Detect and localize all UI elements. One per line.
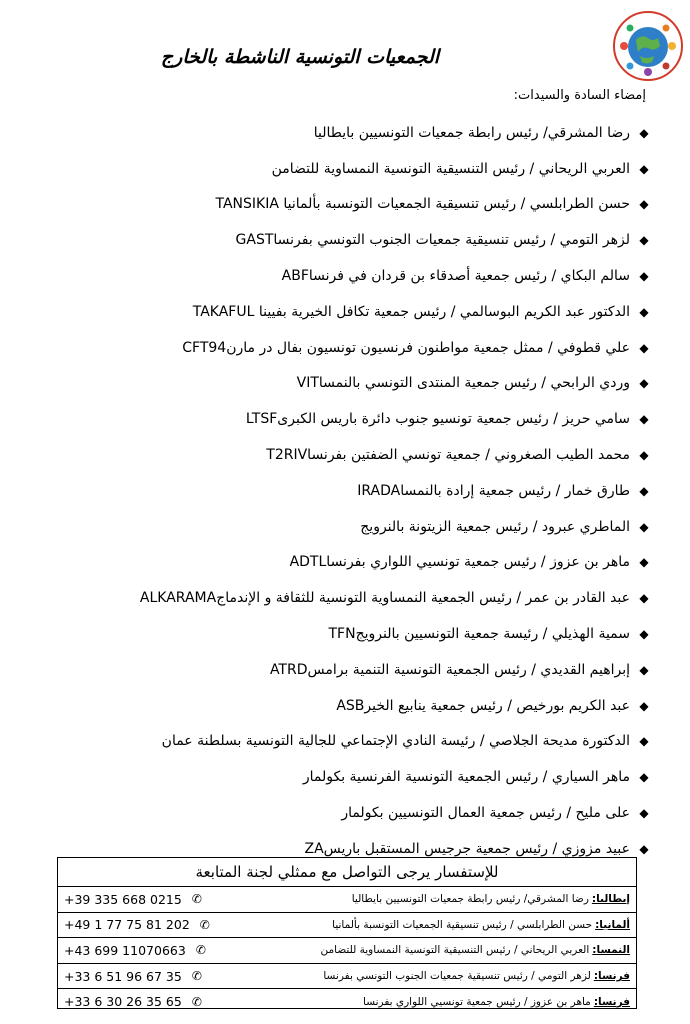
diamond-bullet-icon: ◆ — [639, 519, 649, 534]
list-item — [32, 545, 652, 581]
contact-heading: للإستفسار يرجى التواصل مع ممثلي لجنة المتابعة — [58, 858, 636, 887]
contact-country: ألمانيا: — [595, 918, 630, 931]
contact-phone: +43 699 11070663 — [64, 942, 186, 958]
intro-text: إمضاء السادة والسيدات: — [513, 88, 646, 103]
signatory-text: سالم البكاي / رئيس جمعية أصدقاء بن قردان في فرنساABF — [281, 268, 630, 285]
list-item — [32, 258, 652, 294]
diamond-bullet-icon: ◆ — [639, 841, 649, 856]
diamond-bullet-icon: ◆ — [639, 483, 649, 498]
diamond-bullet-icon: ◆ — [639, 448, 649, 463]
list-item — [32, 115, 652, 151]
diamond-bullet-icon: ◆ — [639, 770, 649, 785]
signatory-text: العربي الريحاني / رئيس التنسيقية التونسية النمساوية للتضامن — [271, 160, 630, 177]
list-item — [32, 473, 652, 509]
signatory-text: عبد الكريم بورخيص / رئيس جمعية ينابيع الخيرASB — [336, 697, 630, 714]
signatory-text: رضا المشرقي/ رئيس رابطة جمعيات التونسيين بايطاليا — [313, 124, 630, 141]
contact-role: رضا المشرقي/ رئيس رابطة جمعيات التونسيين بايطاليا — [351, 893, 589, 906]
list-item — [32, 187, 652, 223]
list-item — [32, 724, 652, 760]
signatory-text: ماهر السياري / رئيس الجمعية التونسية الفرنسية بكولمار — [302, 769, 630, 786]
diamond-bullet-icon: ◆ — [639, 376, 649, 391]
signatory-text: سامي حريز / رئيس جمعية تونسيو جنوب دائرة باريس الكبرىLTSF — [245, 411, 630, 428]
list-item — [32, 759, 652, 795]
contact-country: إيطاليا: — [591, 893, 630, 906]
list-item — [32, 580, 652, 616]
list-item — [32, 401, 652, 437]
signatory-text: إبراهيم القديدي / رئيس الجمعية التونسية التنمية برامسATRD — [269, 661, 630, 678]
signatory-text: سمية الهذيلي / رئيسة جمعية التونسيين بالنرويجTFN — [328, 626, 630, 643]
contact-row — [58, 989, 636, 1014]
signatory-text: الماطري عبرود / رئيس جمعية الزيتونة بالنرويج — [360, 518, 630, 535]
contact-phone: +49 1 77 75 81 202 — [64, 917, 190, 933]
signatory-text: ماهر بن عزوز / رئيس جمعية تونسيي اللواري بفرنساADTL — [289, 554, 630, 571]
signatory-text: وردي الرابحي / رئيس جمعية المنتدى التونسي بالنمساVIT — [296, 375, 630, 392]
diamond-bullet-icon: ◆ — [639, 591, 649, 606]
diamond-bullet-icon: ◆ — [639, 627, 649, 642]
diamond-bullet-icon: ◆ — [639, 269, 649, 284]
list-item — [32, 330, 652, 366]
contact-role: لزهر التومي / رئيس تنسيقية جمعيات الجنوب التونسي بفرنسا — [323, 970, 591, 983]
signatory-text: عبيد مزوزي / رئيس جمعية جرجيس المستقبل باريسZA — [304, 840, 630, 857]
diamond-bullet-icon: ◆ — [639, 806, 649, 821]
list-item — [32, 509, 652, 545]
signatory-text: الدكتورة مديحة الجلاصي / رئيسة النادي الإجتماعي للجالية التونسية بسلطنة عمان — [161, 733, 630, 750]
contact-row — [58, 913, 636, 939]
list-item — [32, 151, 652, 187]
diamond-bullet-icon: ◆ — [639, 197, 649, 212]
contact-role: العربي الريحاني / رئيس التنسيقية التونسية النمساوية للتضامن — [320, 944, 590, 957]
list-item — [32, 294, 652, 330]
contact-country: النمسا: — [592, 944, 630, 957]
contact-phone: +39 335 668 0215 — [64, 891, 182, 907]
list-item — [32, 222, 652, 258]
phone-icon: ✆ — [191, 994, 202, 1009]
diamond-bullet-icon: ◆ — [639, 412, 649, 427]
list-item — [32, 616, 652, 652]
diamond-bullet-icon: ◆ — [639, 555, 649, 570]
phone-icon: ✆ — [199, 917, 210, 932]
signatory-text: الدكتور عبد الكريم البوسالمي / رئيس جمعية تكافل الخيرية بفيينا TAKAFUL — [192, 303, 630, 320]
signatory-list — [32, 115, 652, 867]
signatory-text: طارق خمار / رئيس جمعية إرادة بالنمساIRADA — [357, 482, 630, 499]
signatory-text: لزهر التومي / رئيس تنسيقية جمعيات الجنوب التونسي بفرنساGAST — [235, 232, 630, 249]
contact-country: فرنسا: — [593, 995, 630, 1008]
signatory-text: محمد الطيب الصغروني / جمعية تونسي الضفتين بفرنساT2RIV — [266, 447, 630, 464]
contact-role: حسن الطرابلسي / رئيس تنسيقية الجمعيات التونسبة بألمانيا — [332, 918, 593, 931]
list-item — [32, 795, 652, 831]
signatory-text: حسن الطرابلسي / رئيس تنسيقية الجمعيات التونسبة بألمانيا TANSIKIA — [215, 196, 630, 213]
list-item — [32, 652, 652, 688]
contact-row — [58, 938, 636, 964]
diamond-bullet-icon: ◆ — [639, 233, 649, 248]
list-item — [32, 437, 652, 473]
phone-icon: ✆ — [195, 943, 206, 958]
diamond-bullet-icon: ◆ — [639, 125, 649, 140]
signatory-text: على مليح / رئيس جمعية العمال التونسيين بكولمار — [341, 805, 630, 822]
signatory-text: عبد القادر بن عمر / رئيس الجمعية النمساوية التونسية للثقافة و الإندماجALKARAMA — [139, 590, 630, 607]
diamond-bullet-icon: ◆ — [639, 304, 649, 319]
diamond-bullet-icon: ◆ — [639, 662, 649, 677]
diamond-bullet-icon: ◆ — [639, 340, 649, 355]
contact-phone: +33 6 30 26 35 65 — [64, 994, 182, 1010]
diamond-bullet-icon: ◆ — [639, 698, 649, 713]
contact-box — [57, 857, 637, 1009]
page-title: الجمعيات التونسية الناشطة بالخارج — [160, 46, 440, 68]
signatory-text: علي قطوفي / ممثل جمعية مواطنون فرنسيون تونسيون بفال در مارنCFT94 — [182, 339, 630, 356]
contact-country: فرنسا: — [593, 970, 630, 983]
diamond-bullet-icon: ◆ — [639, 161, 649, 176]
contact-row — [58, 887, 636, 913]
contact-phone: +33 6 51 96 67 35 — [64, 968, 182, 984]
diamond-bullet-icon: ◆ — [639, 734, 649, 749]
phone-icon: ✆ — [191, 969, 202, 984]
contact-row — [58, 964, 636, 990]
list-item — [32, 366, 652, 402]
phone-icon: ✆ — [191, 892, 202, 907]
list-item — [32, 688, 652, 724]
globe-people-logo — [612, 10, 684, 82]
contact-role: ماهر بن عزوز / رئيس جمعية تونسيي اللواري بفرنسا — [363, 995, 591, 1008]
